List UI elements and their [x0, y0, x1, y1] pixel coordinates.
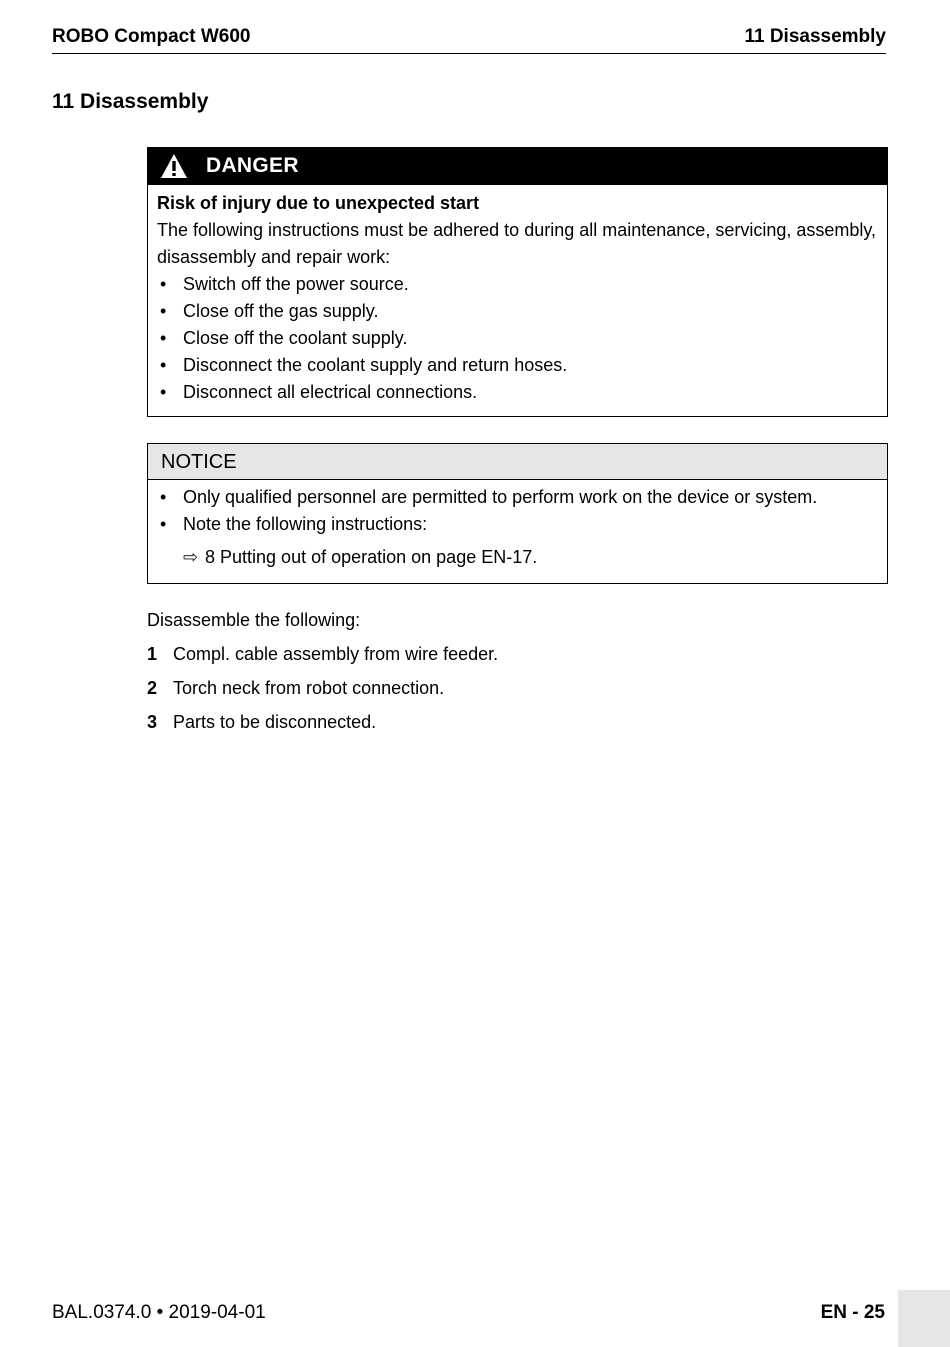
- notice-label: NOTICE: [161, 451, 237, 473]
- list-item: • Only qualified personnel are permitted to perform work on the device or system.: [157, 484, 877, 511]
- warning-triangle-icon: [160, 153, 188, 179]
- list-item: • Disconnect all electrical connections.: [157, 379, 877, 406]
- section-title: 11 Disassembly: [52, 90, 209, 113]
- list-item: • Note the following instructions:: [157, 511, 877, 538]
- notice-box: [147, 443, 888, 584]
- danger-intro: The following instructions must be adhered to during all maintenance, servicing, assembly, disassembly and repair work:: [157, 220, 877, 267]
- danger-body: [148, 185, 887, 406]
- steps-list: [147, 641, 888, 735]
- instructions-intro: Disassemble the following:: [147, 610, 361, 630]
- step-item: [147, 641, 888, 667]
- notice-reference-link[interactable]: [157, 544, 877, 571]
- footer-doc-id: BAL.0374.0 • 2019-04-01: [52, 1302, 266, 1323]
- page-tab-marker: [898, 1290, 950, 1347]
- danger-label: DANGER: [206, 154, 299, 177]
- step-item: [147, 709, 888, 735]
- step-number: 1: [147, 644, 158, 664]
- notice-list: [157, 484, 877, 538]
- step-number: 2: [147, 678, 158, 698]
- step-item: [147, 675, 888, 701]
- header-product: ROBO Compact W600: [52, 26, 251, 47]
- list-item: • Close off the coolant supply.: [157, 325, 877, 352]
- danger-risk-title: Risk of injury due to unexpected start: [157, 193, 480, 213]
- notice-body: [148, 480, 887, 571]
- disassembly-instructions: [147, 607, 888, 743]
- arrow-right-outline-icon: ⇨: [183, 547, 199, 567]
- notice-header: [148, 444, 887, 480]
- list-item: • Disconnect the coolant supply and return hoses.: [157, 352, 877, 379]
- step-text: Parts to be disconnected.: [173, 712, 377, 732]
- footer-page-number: EN - 25: [820, 1302, 885, 1323]
- page-header: [52, 24, 886, 54]
- danger-warning-box: [147, 147, 888, 417]
- list-item: • Switch off the power source.: [157, 271, 877, 298]
- danger-list: [157, 271, 877, 406]
- list-item: • Close off the gas supply.: [157, 298, 877, 325]
- header-chapter: 11 Disassembly: [744, 26, 886, 47]
- step-text: Compl. cable assembly from wire feeder.: [173, 644, 499, 664]
- danger-header: [148, 148, 887, 185]
- step-text: Torch neck from robot connection.: [173, 678, 445, 698]
- notice-reference-text[interactable]: 8 Putting out of operation on page EN-17.: [205, 547, 538, 567]
- step-number: 3: [147, 712, 158, 732]
